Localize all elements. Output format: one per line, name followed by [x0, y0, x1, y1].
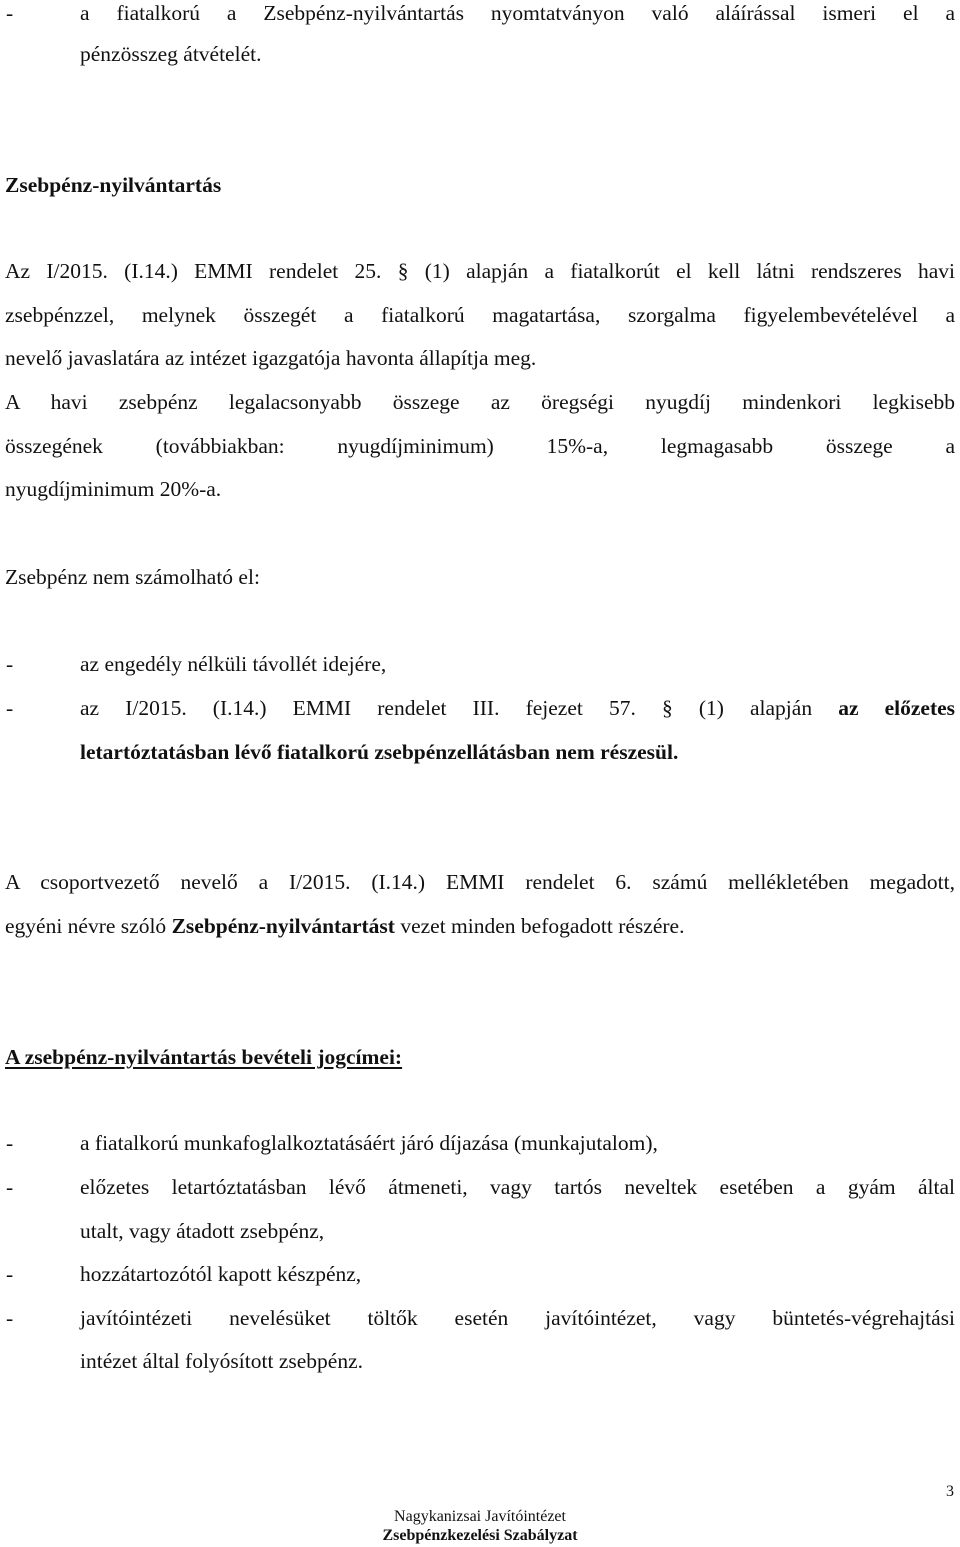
- intro-item-line1: a fiatalkorú a Zsebpénz-nyilvántartás nyomtatványon való aláírással ismeri el a: [80, 1, 955, 25]
- list-dash: -: [6, 1131, 14, 1155]
- list-dash: -: [6, 1262, 14, 1286]
- list-dash: -: [6, 1, 14, 25]
- para1-line1: Az I/2015. (I.14.) EMMI rendelet 25. § (1) alapján a fiatalkorút el kell látni rendszeres havi: [5, 259, 955, 283]
- page-number: 3: [946, 1483, 954, 1500]
- list-dash: -: [6, 1175, 14, 1199]
- income-heading: A zsebpénz-nyilvántartás bevételi jogcímei:: [5, 1045, 403, 1069]
- list-dash: -: [6, 696, 14, 720]
- para1-line6: nyugdíjminimum 20%-a.: [5, 477, 222, 501]
- footer-institution: Nagykanizsai Javítóintézet: [394, 1508, 566, 1525]
- income-item4-line1: javítóintézeti nevelésüket töltők esetén javítóintézet, vagy büntetés-végrehajtási: [80, 1306, 955, 1330]
- not-counted-heading: Zsebpénz nem számolható el:: [5, 565, 260, 589]
- list-dash: -: [6, 1306, 14, 1330]
- intro-item-line2: pénzösszeg átvételét.: [80, 42, 262, 66]
- para1-line5: összegének (továbbiakban: nyugdíjminimum) 15%-a, legmagasabb összege a: [5, 434, 955, 458]
- income-item2-line1: előzetes letartóztatásban lévő átmeneti, vagy tartós neveltek esetében a gyám által: [80, 1175, 955, 1199]
- income-item2-line2: utalt, vagy átadott zsebpénz,: [80, 1219, 325, 1243]
- income-item3: hozzátartozótól kapott készpénz,: [80, 1262, 362, 1286]
- para2-line2: egyéni névre szóló Zsebpénz-nyilvántartást vezet minden befogadott részére.: [5, 914, 685, 938]
- section-heading-zsebpenz: Zsebpénz-nyilvántartás: [5, 173, 222, 197]
- para2-line1: A csoportvezető nevelő a I/2015. (I.14.) EMMI rendelet 6. számú mellékletében megadott,: [5, 870, 955, 894]
- para1-line2: zsebpénzzel, melynek összegét a fiatalkorú magatartása, szorgalma figyelembevételével a: [5, 303, 955, 327]
- list-dash: -: [6, 652, 14, 676]
- not-counted-item2-line2: letartóztatásban lévő fiatalkorú zsebpénzellátásban nem részesül.: [80, 740, 679, 764]
- para1-line4: A havi zsebpénz legalacsonyabb összege az öregségi nyugdíj mindenkori legkisebb: [5, 390, 955, 414]
- section-symbol: §: [397, 259, 409, 283]
- not-counted-item1: az engedély nélküli távollét idejére,: [80, 652, 387, 676]
- not-counted-item2-line1: az I/2015. (I.14.) EMMI rendelet III. fejezet 57. § (1) alapján az előzetes: [80, 696, 956, 720]
- section-symbol: §: [661, 696, 673, 720]
- para1-line3: nevelő javaslatára az intézet igazgatója havonta állapítja meg.: [5, 346, 537, 370]
- income-item1: a fiatalkorú munkafoglalkoztatásáért járó díjazása (munkajutalom),: [80, 1131, 658, 1155]
- footer-document-title: Zsebpénzkezelési Szabályzat: [382, 1527, 578, 1544]
- income-item4-line2: intézet által folyósított zsebpénz.: [80, 1349, 363, 1373]
